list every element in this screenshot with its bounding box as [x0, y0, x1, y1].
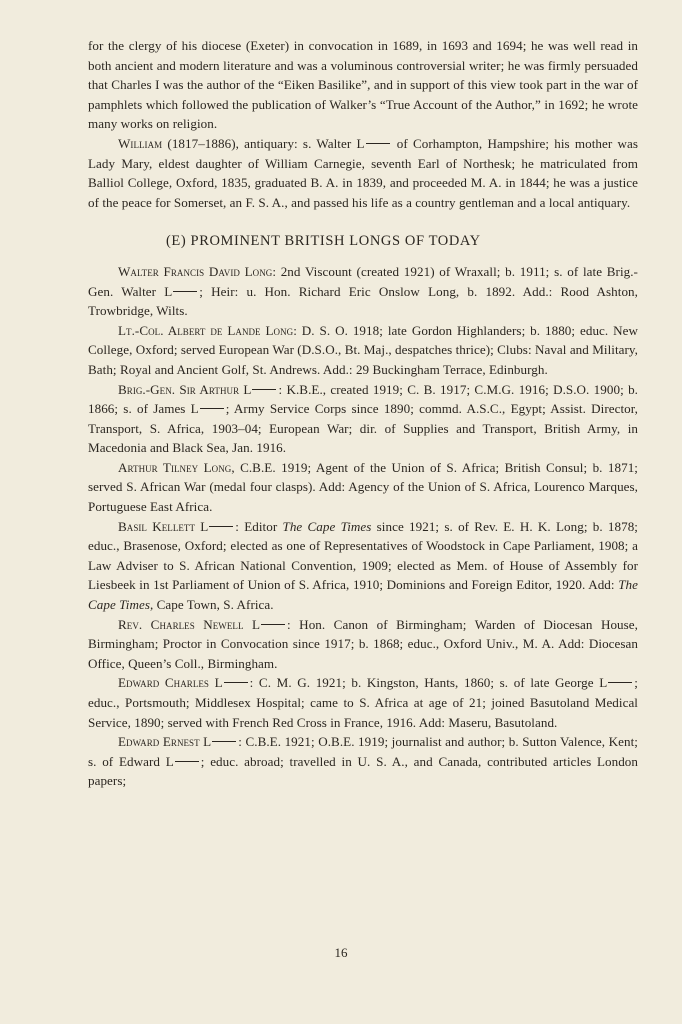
entry-name: Edward Ernest L [118, 734, 212, 750]
continued-paragraph: for the clergy of his diocese (Exeter) in convocation in 1689, in 1693 and 1694; he was well read in both ancient and modern literature and was a voluminous controversial writer; he was firmly persuaded that Charles I was the author of the “Eiken Basilike”, and in support of this view took part in the war of pamphlets which followed the publication of Walker’s “True Account of the Author,” in 1692; he wrote many works on religion. [88, 38, 638, 132]
entry-text: Cape Town, S. Africa. [153, 597, 274, 613]
page-number: 16 [334, 945, 348, 960]
entry-text: ; educ., Portsmouth; Middlesex Hospital; came to S. Africa at age of 21; joined Basutoland Medical Service, 1890; served with French Red Cross in France, 1916. Add: Maseru, Basutoland. [88, 675, 638, 730]
entry-edward-ernest-long [88, 732, 638, 791]
name-dash [252, 389, 276, 390]
entry-charles-newell-long [88, 615, 638, 674]
entry-name: Arthur Tilney Long [118, 459, 232, 475]
entry-text: , C.B.E. 1919; Agent of the Union of S. Africa; British Consul; b. 1871; served S. African War (medal four clasps). Add: Agency of the Union of S. Africa, Lourenco Marques, Portuguese East Africa. [88, 459, 638, 515]
entry-name: Brig.-Gen. Sir Arthur L [118, 381, 252, 397]
entry-text: of Corhampton, Hampshire; his mother was Lady Mary, eldest daughter of William Carnegie, seventh Earl of Northesk; he matriculated from Balliol College, Oxford, 1835, graduated B. A. in 1839, and proceeded M. A. in 1844; he was a justice of the peace for Somerset, an F. S. A., and passed his life as a country gentleman and a local antiquary. [88, 135, 638, 210]
entry-walter-francis-david-long [88, 262, 638, 321]
entry-name: William [118, 135, 163, 151]
entry-text: : Editor [235, 518, 283, 534]
entry-name: Rev. Charles Newell L [118, 616, 261, 632]
entry-text: : K.B.E., created 1919; C. B. 1917; C.M.G. 1916; D.S.O. 1900; b. 1866; s. of James L [88, 381, 638, 417]
newspaper-title: The Cape Times [282, 518, 372, 534]
entry-text: : C.B.E. 1921; O.B.E. 1919; journalist and author; b. Sutton Valence, Kent; s. of Edward L [88, 734, 639, 769]
entry-sir-arthur-long [88, 380, 638, 458]
entry-edward-charles-long [88, 673, 638, 732]
entry-text: since 1921; s. of Rev. E. H. K. Long; b. 1878; educ., Brasenose, Oxford; elected as one of Representatives of Woodstock in Cape Parliament, 1908; a Law Adviser to S. African National Convention, 1909; elected as Mem. of House of Assembly for Liesbeek in 1st Parliament of Union of S. Africa, 1910; Dominions and Foreign Editor, 1920. Add: [88, 518, 638, 593]
entry-albert-de-lande-long [88, 321, 638, 380]
name-dash [173, 291, 197, 292]
entry-text: (1817–1886), antiquary: s. Walter L [162, 135, 365, 151]
newspaper-title: The Cape Times, [88, 577, 638, 613]
name-dash [224, 682, 248, 683]
entry-arthur-tilney-long [88, 458, 638, 517]
section-heading: (E) PROMINENT BRITISH LONGS OF TODAY [166, 233, 481, 250]
entry-name: Edward Charles L [118, 675, 223, 691]
entry-text: ; educ. abroad; travelled in U. S. A., and Canada, contributed articles London papers; [88, 753, 638, 789]
name-dash [366, 143, 390, 144]
name-dash [175, 761, 199, 762]
entry-william [88, 134, 638, 212]
entry-text: ; Army Service Corps since 1890; commd. A.S.C., Egypt; Assist. Director, Transport, S. Africa, 1903–04; European War; dir. of Supplies and Transport, British Army, in Macedonia and Black Sea, Jan. 1916. [88, 401, 638, 456]
name-dash [261, 624, 285, 625]
name-dash [608, 682, 632, 683]
name-dash [212, 741, 236, 742]
entry-text: : 2nd Viscount (created 1921) of Wraxall; b. 1911; s. of late Brig.-Gen. Walter L [88, 263, 638, 299]
page-body [88, 36, 638, 791]
entry-text: : D. S. O. 1918; late Gordon Highlanders; b. 1880; educ. New College, Oxford; served European War (D.S.O., Bt. Maj., despatches thrice); Clubs: Naval and Military, Bath; Royal and Ancient Golf, St. Andrews. Add.: 29 Buckingham Terrace, Edinburgh. [88, 322, 639, 377]
entry-name: Lt.-Col. Albert de Lande Long [118, 322, 294, 338]
name-dash [200, 408, 224, 409]
entry-text: : C. M. G. 1921; b. Kingston, Hants, 1860; s. of late George L [249, 675, 608, 691]
name-dash [209, 526, 233, 527]
entry-text: ; Heir: u. Hon. Richard Eric Onslow Long, b. 1892. Add.: Rood Ashton, Trowbridge, Wilts. [88, 283, 638, 319]
entry-name: Basil Kellett L [118, 518, 209, 534]
entry-name: Walter Francis David Long [118, 263, 273, 279]
entry-basil-kellett-long [88, 517, 638, 615]
entry-text: : Hon. Canon of Birmingham; Warden of Diocesan House, Birmingham; Proctor in Convocation since 1917; b. 1868; educ., Oxford Univ., M. A. Add: Diocesan Office, Queen’s Coll., Birmingham. [88, 616, 638, 671]
